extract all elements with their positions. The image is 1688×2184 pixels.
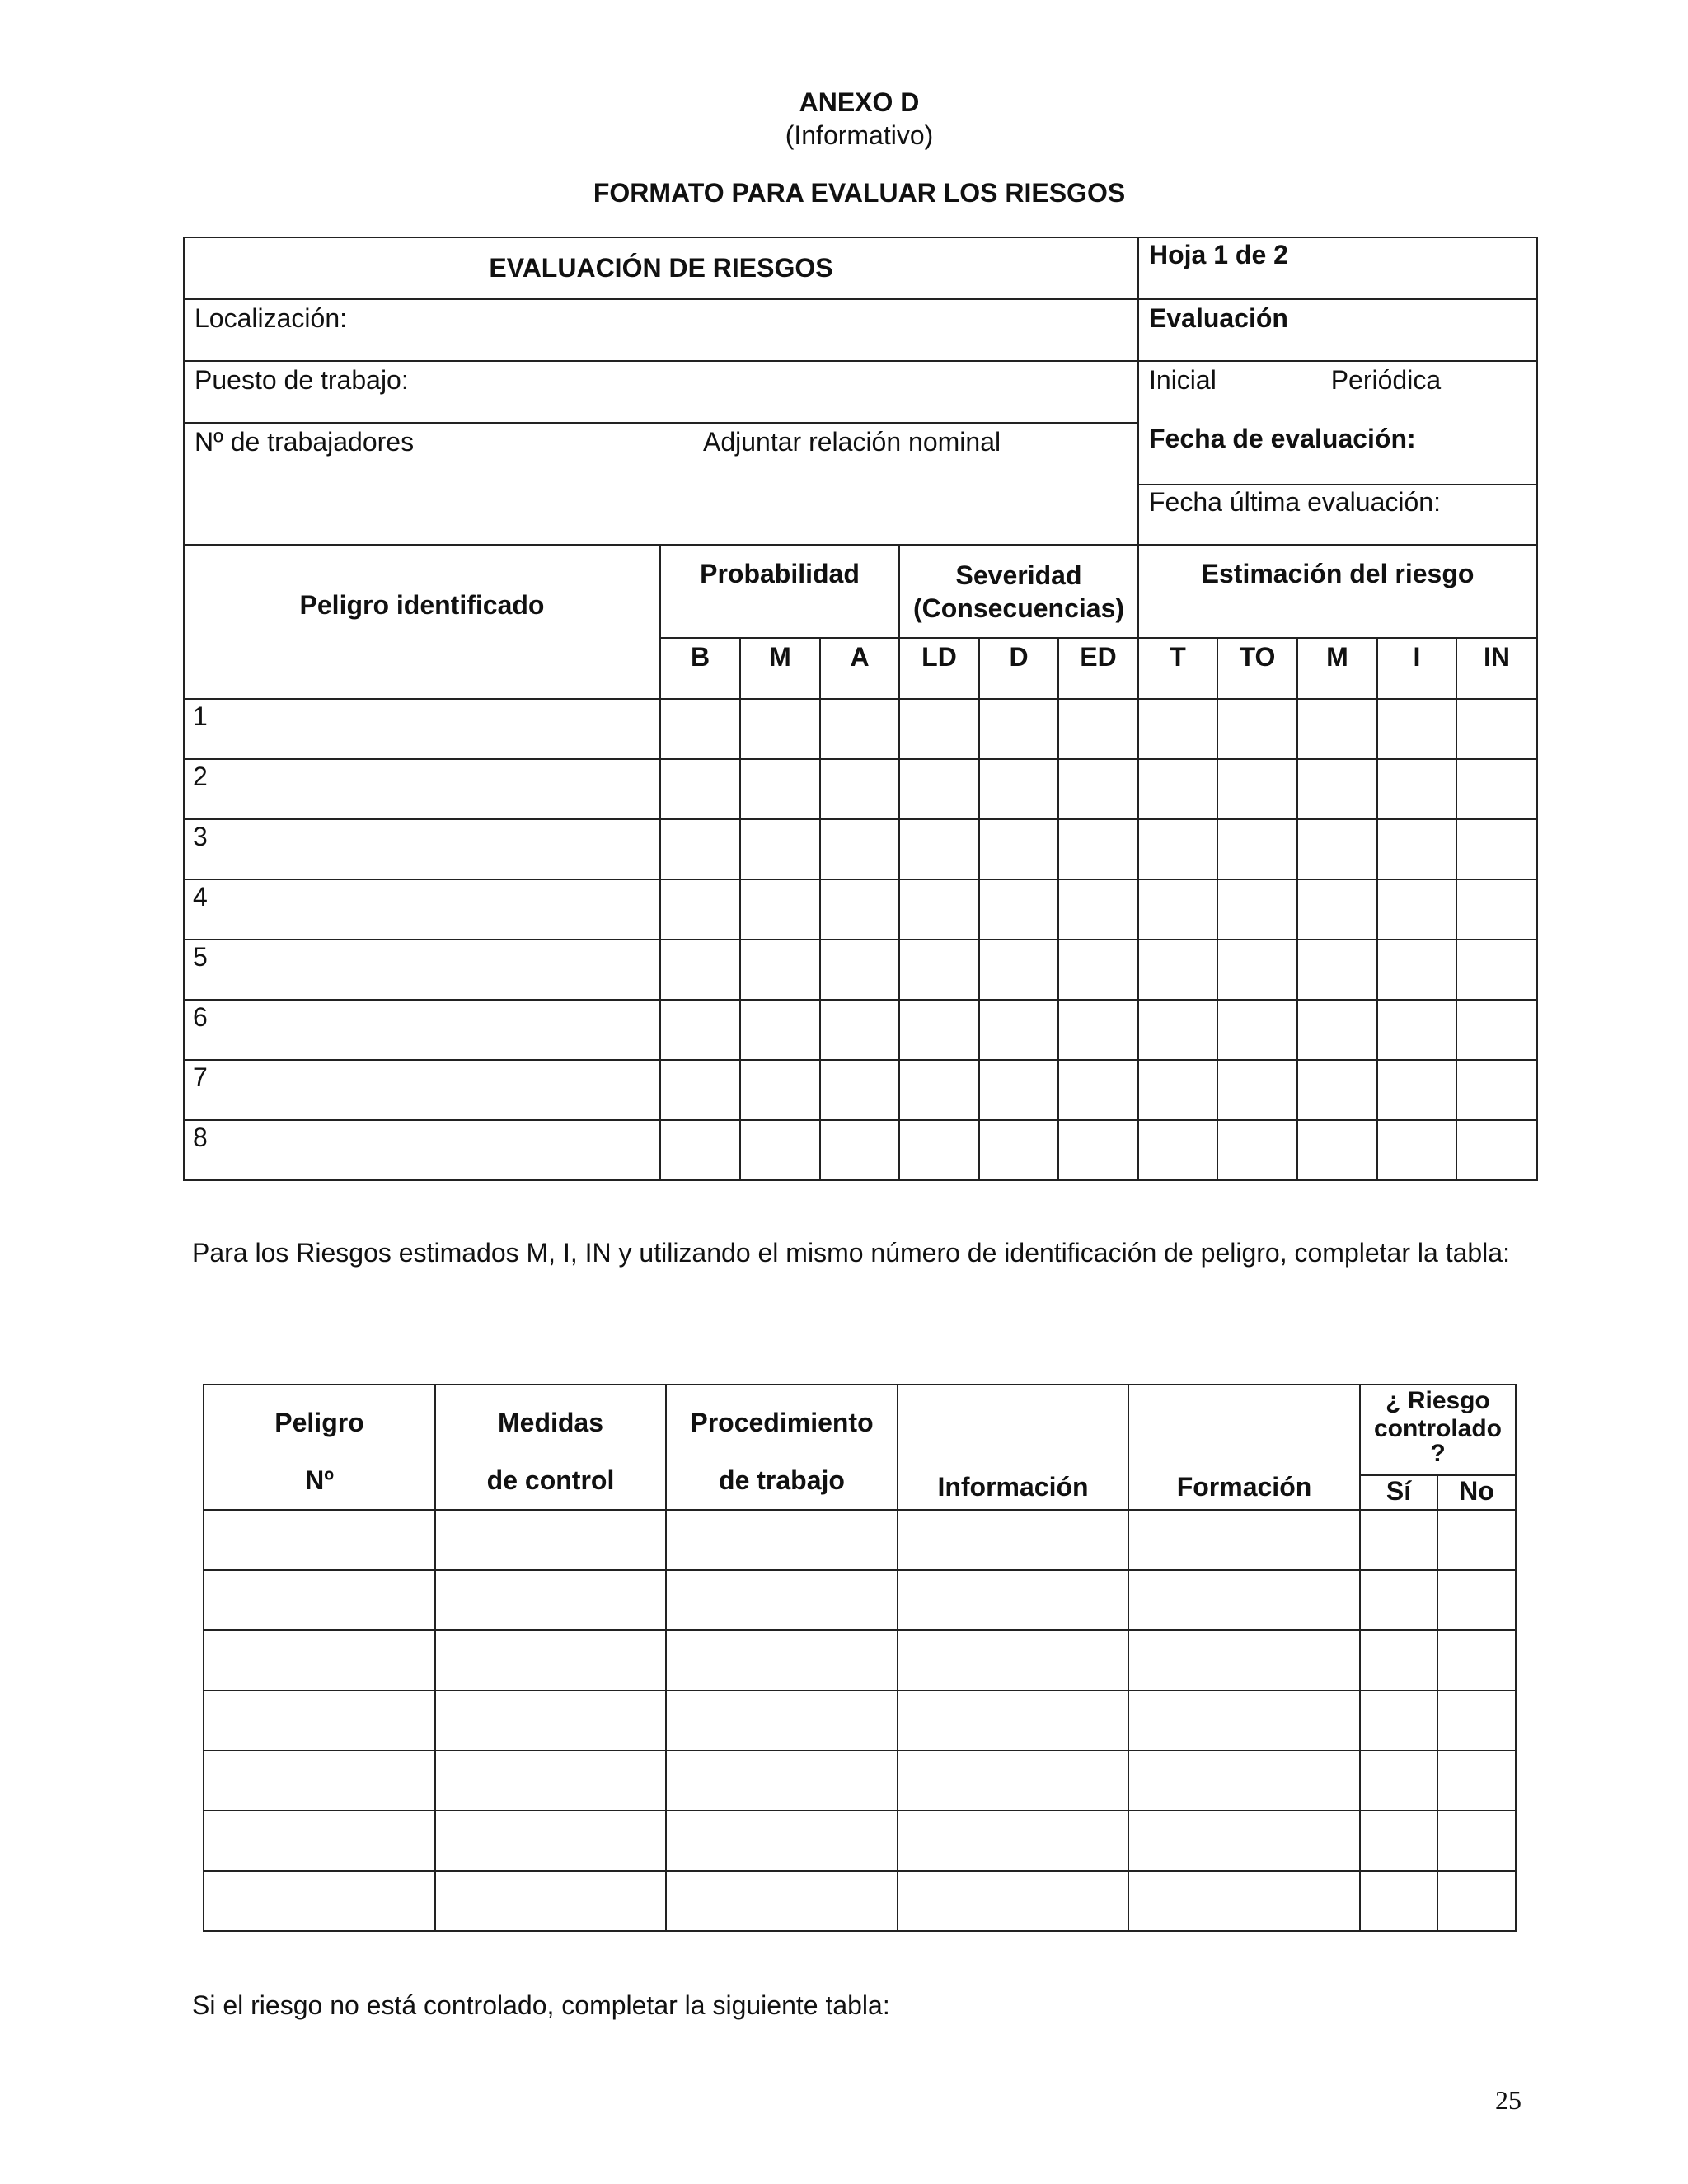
hazard-number-cell[interactable]	[184, 699, 660, 759]
initial-option[interactable]: Inicial	[1149, 365, 1217, 395]
risk-control-table	[203, 1384, 1517, 1932]
severity-header: Severidad	[955, 560, 1082, 590]
rating-cell[interactable]	[899, 699, 979, 759]
table-row	[204, 1750, 1516, 1811]
rating-cell[interactable]	[899, 1060, 979, 1120]
rating-cell[interactable]	[899, 1120, 979, 1180]
control-cell[interactable]	[435, 1570, 666, 1630]
control-cell[interactable]	[1360, 1630, 1437, 1690]
control-cell[interactable]	[666, 1570, 898, 1630]
probability-header: Probabilidad	[700, 559, 860, 588]
control-cell[interactable]	[204, 1510, 435, 1570]
control-rows	[204, 1510, 1516, 1931]
sev-extreme-header: ED	[1058, 638, 1138, 699]
hazard-number: 5	[193, 942, 208, 972]
control-cell[interactable]	[204, 1871, 435, 1931]
control-cell[interactable]	[204, 1630, 435, 1690]
table-row	[184, 879, 1537, 940]
table-row	[184, 699, 1537, 759]
rating-cell[interactable]	[1456, 879, 1537, 940]
hazard-no-header: Peligro	[274, 1408, 364, 1437]
control-cell[interactable]	[898, 1570, 1128, 1630]
location-label: Localización:	[195, 303, 347, 333]
rating-cell[interactable]	[1138, 819, 1217, 879]
control-cell[interactable]	[1360, 1690, 1437, 1750]
rating-cell[interactable]	[1058, 1120, 1138, 1180]
control-measures-subheader: de control	[486, 1465, 615, 1495]
evaluation-type-cell	[1138, 361, 1537, 485]
no-header: No	[1437, 1475, 1516, 1510]
last-eval-cell[interactable]	[1138, 485, 1537, 545]
rating-cell[interactable]	[1138, 879, 1217, 940]
rating-cell[interactable]	[1297, 879, 1377, 940]
table-row	[204, 1510, 1516, 1570]
control-measures-header: Medidas	[497, 1408, 604, 1437]
rating-cell[interactable]	[1058, 1000, 1138, 1060]
risk-controlled-header-line2: controlado	[1374, 1415, 1502, 1442]
rating-cell[interactable]	[1217, 759, 1297, 819]
table-row	[204, 1630, 1516, 1690]
rating-cell[interactable]	[740, 1000, 820, 1060]
rating-cell[interactable]	[1058, 819, 1138, 879]
rating-cell[interactable]	[1217, 879, 1297, 940]
control-cell[interactable]	[1128, 1871, 1360, 1931]
information-header: Información	[937, 1472, 1089, 1502]
rating-cell[interactable]	[1058, 940, 1138, 1000]
hazard-rows	[184, 699, 1537, 1180]
control-cell[interactable]	[204, 1690, 435, 1750]
control-measures-header-cell	[435, 1385, 666, 1510]
rating-cell[interactable]	[1217, 1060, 1297, 1120]
control-cell[interactable]	[204, 1811, 435, 1871]
control-cell[interactable]	[1360, 1750, 1437, 1811]
rating-cell[interactable]	[979, 940, 1058, 1000]
est-moderate-header: M	[1297, 638, 1377, 699]
rating-cell[interactable]	[1456, 699, 1537, 759]
rating-cell[interactable]	[1058, 1060, 1138, 1120]
table-row	[204, 1690, 1516, 1750]
rating-cell[interactable]	[979, 1000, 1058, 1060]
rating-cell[interactable]	[1456, 1000, 1537, 1060]
sheet-number: Hoja 1 de 2	[1149, 240, 1288, 269]
est-trivial-header: T	[1138, 638, 1217, 699]
training-header: Formación	[1176, 1472, 1312, 1502]
table-row	[184, 940, 1537, 1000]
eval-date-label: Fecha de evaluación:	[1149, 424, 1416, 453]
rating-cell[interactable]	[1456, 759, 1537, 819]
rating-cell[interactable]	[1456, 1060, 1537, 1120]
control-cell[interactable]	[1128, 1811, 1360, 1871]
rating-cell[interactable]	[1297, 940, 1377, 1000]
control-cell[interactable]	[666, 1871, 898, 1931]
control-cell[interactable]	[1360, 1510, 1437, 1570]
yes-header: Sí	[1360, 1475, 1437, 1510]
rating-cell[interactable]	[1377, 699, 1456, 759]
risk-controlled-header: ¿ Riesgo	[1386, 1387, 1490, 1414]
rating-cell[interactable]	[979, 1060, 1058, 1120]
control-cell[interactable]	[1437, 1750, 1516, 1811]
rating-cell[interactable]	[660, 819, 740, 879]
rating-cell[interactable]	[1297, 1120, 1377, 1180]
est-important-header: I	[1377, 638, 1456, 699]
rating-cell[interactable]	[899, 759, 979, 819]
hazard-number: 6	[193, 1002, 208, 1032]
rating-cell[interactable]	[899, 940, 979, 1000]
prob-medium-header: M	[740, 638, 820, 699]
hazard-number: 7	[193, 1062, 208, 1092]
last-eval-label: Fecha última evaluación:	[1149, 487, 1441, 517]
rating-cell[interactable]	[1377, 759, 1456, 819]
control-cell[interactable]	[898, 1690, 1128, 1750]
control-cell[interactable]	[898, 1750, 1128, 1811]
hazard-number-cell[interactable]	[184, 940, 660, 1000]
rating-cell[interactable]	[660, 879, 740, 940]
control-cell[interactable]	[666, 1510, 898, 1570]
table-row	[184, 819, 1537, 879]
evaluation-title-cell	[184, 237, 1138, 299]
hazard-header-cell	[184, 545, 660, 699]
control-cell[interactable]	[1360, 1811, 1437, 1871]
hazard-number-cell[interactable]	[184, 1000, 660, 1060]
rating-cell[interactable]	[820, 819, 899, 879]
estimation-header: Estimación del riesgo	[1201, 559, 1475, 588]
control-cell[interactable]	[435, 1811, 666, 1871]
control-cell[interactable]	[1437, 1510, 1516, 1570]
control-cell[interactable]	[1128, 1630, 1360, 1690]
rating-cell[interactable]	[820, 699, 899, 759]
rating-cell[interactable]	[1138, 699, 1217, 759]
hazard-number: 3	[193, 822, 208, 851]
control-cell[interactable]	[1437, 1811, 1516, 1871]
rating-cell[interactable]	[660, 1000, 740, 1060]
information-header-cell	[898, 1385, 1128, 1510]
periodic-option[interactable]: Periódica	[1330, 365, 1442, 395]
hazard-number: 2	[193, 762, 208, 791]
control-cell[interactable]	[204, 1570, 435, 1630]
rating-cell[interactable]	[1217, 819, 1297, 879]
document-title: FORMATO PARA EVALUAR LOS RIESGOS	[593, 178, 1126, 208]
rating-cell[interactable]	[1297, 819, 1377, 879]
rating-cell[interactable]	[899, 879, 979, 940]
risk-controlled-header-cell	[1360, 1385, 1516, 1475]
control-cell[interactable]	[1437, 1871, 1516, 1931]
rating-cell[interactable]	[1138, 1060, 1217, 1120]
location-cell[interactable]	[184, 299, 1138, 361]
severity-header-cell	[899, 545, 1138, 638]
instruction-text-1: Para los Riesgos estimados M, I, IN y utilizando el mismo número de identificación de peligro, completar la tabla:	[192, 1238, 1510, 1268]
workers-label: Nº de trabajadores	[195, 427, 415, 457]
control-cell[interactable]	[666, 1811, 898, 1871]
hazard-number: 8	[193, 1122, 208, 1152]
rating-cell[interactable]	[979, 819, 1058, 879]
table-row	[204, 1811, 1516, 1871]
table-row	[184, 1000, 1537, 1060]
control-cell[interactable]	[1128, 1750, 1360, 1811]
rating-cell[interactable]	[1377, 940, 1456, 1000]
evaluation-label: Evaluación	[1149, 303, 1288, 333]
hazard-number-cell[interactable]	[184, 1120, 660, 1180]
est-tolerable-header: TO	[1217, 638, 1297, 699]
rating-cell[interactable]	[740, 819, 820, 879]
risk-controlled-header-line3: ?	[1430, 1440, 1446, 1467]
control-cell[interactable]	[1437, 1570, 1516, 1630]
severity-subheader: (Consecuencias)	[912, 593, 1125, 623]
rating-cell[interactable]	[1138, 1000, 1217, 1060]
rating-cell[interactable]	[1058, 699, 1138, 759]
control-cell[interactable]	[204, 1750, 435, 1811]
rating-cell[interactable]	[660, 759, 740, 819]
rating-cell[interactable]	[979, 1120, 1058, 1180]
control-cell[interactable]	[898, 1510, 1128, 1570]
control-cell[interactable]	[1360, 1570, 1437, 1630]
rating-cell[interactable]	[660, 1060, 740, 1120]
rating-cell[interactable]	[740, 1060, 820, 1120]
sheet-cell	[1138, 237, 1537, 299]
rating-cell[interactable]	[820, 1060, 899, 1120]
hazard-header: Peligro identificado	[299, 590, 545, 620]
control-cell[interactable]	[898, 1630, 1128, 1690]
table-row	[184, 1060, 1537, 1120]
control-cell[interactable]	[435, 1871, 666, 1931]
work-procedure-header-cell	[666, 1385, 898, 1510]
rating-cell[interactable]	[979, 759, 1058, 819]
annex-type: (Informativo)	[785, 120, 934, 150]
control-cell[interactable]	[666, 1630, 898, 1690]
rating-cell[interactable]	[740, 879, 820, 940]
table-row	[184, 1120, 1537, 1180]
rating-cell[interactable]	[820, 879, 899, 940]
job-label: Puesto de trabajo:	[195, 365, 409, 395]
prob-high-header: A	[820, 638, 899, 699]
probability-header-cell	[660, 545, 899, 638]
hazard-no-header-cell	[204, 1385, 435, 1510]
rating-cell[interactable]	[660, 1120, 740, 1180]
prob-low-header: B	[660, 638, 740, 699]
annex-title: ANEXO D	[799, 87, 920, 117]
hazard-number: 4	[193, 882, 208, 912]
rating-cell[interactable]	[660, 940, 740, 1000]
control-cell[interactable]	[1437, 1630, 1516, 1690]
rating-cell[interactable]	[1297, 1060, 1377, 1120]
control-cell[interactable]	[1360, 1871, 1437, 1931]
rating-cell[interactable]	[740, 1120, 820, 1180]
hazard-number-cell[interactable]	[184, 1060, 660, 1120]
rating-cell[interactable]	[1138, 759, 1217, 819]
control-cell[interactable]	[1437, 1690, 1516, 1750]
control-cell[interactable]	[435, 1690, 666, 1750]
rating-cell[interactable]	[820, 940, 899, 1000]
table-row	[184, 759, 1537, 819]
rating-cell[interactable]	[820, 759, 899, 819]
control-cell[interactable]	[1128, 1690, 1360, 1750]
rating-cell[interactable]	[1217, 1000, 1297, 1060]
rating-cell[interactable]	[1217, 1120, 1297, 1180]
hazard-number-cell[interactable]	[184, 819, 660, 879]
page-number: 25	[1495, 2085, 1522, 2115]
instruction-text-2: Si el riesgo no está controlado, completar la siguiente tabla:	[192, 1990, 890, 2020]
rating-cell[interactable]	[1297, 1000, 1377, 1060]
rating-cell[interactable]	[1377, 1060, 1456, 1120]
rating-cell[interactable]	[740, 759, 820, 819]
rating-cell[interactable]	[1217, 940, 1297, 1000]
work-procedure-subheader: de trabajo	[719, 1465, 845, 1495]
rating-cell[interactable]	[1217, 699, 1297, 759]
rating-cell[interactable]	[1138, 940, 1217, 1000]
sev-harmful-header: D	[979, 638, 1058, 699]
rating-cell[interactable]	[740, 940, 820, 1000]
control-cell[interactable]	[666, 1750, 898, 1811]
rating-cell[interactable]	[740, 699, 820, 759]
hazard-number-cell[interactable]	[184, 879, 660, 940]
table-row	[204, 1871, 1516, 1931]
rating-cell[interactable]	[1297, 699, 1377, 759]
rating-cell[interactable]	[1297, 759, 1377, 819]
rating-cell[interactable]	[979, 699, 1058, 759]
rating-cell[interactable]	[1456, 940, 1537, 1000]
rating-cell[interactable]	[820, 1120, 899, 1180]
control-cell[interactable]	[898, 1811, 1128, 1871]
rating-cell[interactable]	[1456, 1120, 1537, 1180]
estimation-header-cell	[1138, 545, 1537, 638]
rating-cell[interactable]	[979, 879, 1058, 940]
rating-cell[interactable]	[1058, 759, 1138, 819]
job-cell[interactable]	[184, 361, 1138, 423]
rating-cell[interactable]	[820, 1000, 899, 1060]
est-intolerable-header: IN	[1456, 638, 1537, 699]
attach-label: Adjuntar relación nominal	[703, 427, 1001, 457]
rating-cell[interactable]	[1377, 1000, 1456, 1060]
rating-cell[interactable]	[1377, 879, 1456, 940]
rating-cell[interactable]	[1377, 819, 1456, 879]
rating-cell[interactable]	[1377, 1120, 1456, 1180]
workers-cell[interactable]	[184, 423, 1138, 545]
hazard-number: 1	[193, 701, 208, 731]
rating-cell[interactable]	[1138, 1120, 1217, 1180]
work-procedure-header: Procedimiento	[690, 1408, 874, 1437]
rating-cell[interactable]	[899, 819, 979, 879]
control-cell[interactable]	[898, 1871, 1128, 1931]
evaluation-cell	[1138, 299, 1537, 361]
control-cell[interactable]	[1128, 1510, 1360, 1570]
training-header-cell	[1128, 1385, 1360, 1510]
sev-slight-header: LD	[899, 638, 979, 699]
hazard-number-cell[interactable]	[184, 759, 660, 819]
rating-cell[interactable]	[1058, 879, 1138, 940]
hazard-no-subheader: Nº	[305, 1465, 334, 1495]
control-cell[interactable]	[435, 1750, 666, 1811]
control-cell[interactable]	[666, 1690, 898, 1750]
rating-cell[interactable]	[1456, 819, 1537, 879]
rating-cell[interactable]	[899, 1000, 979, 1060]
control-cell[interactable]	[435, 1510, 666, 1570]
evaluation-title: EVALUACIÓN DE RIESGOS	[489, 253, 833, 283]
control-cell[interactable]	[1128, 1570, 1360, 1630]
table-row	[204, 1570, 1516, 1630]
control-cell[interactable]	[435, 1630, 666, 1690]
risk-evaluation-table	[183, 237, 1538, 1181]
rating-cell[interactable]	[660, 699, 740, 759]
